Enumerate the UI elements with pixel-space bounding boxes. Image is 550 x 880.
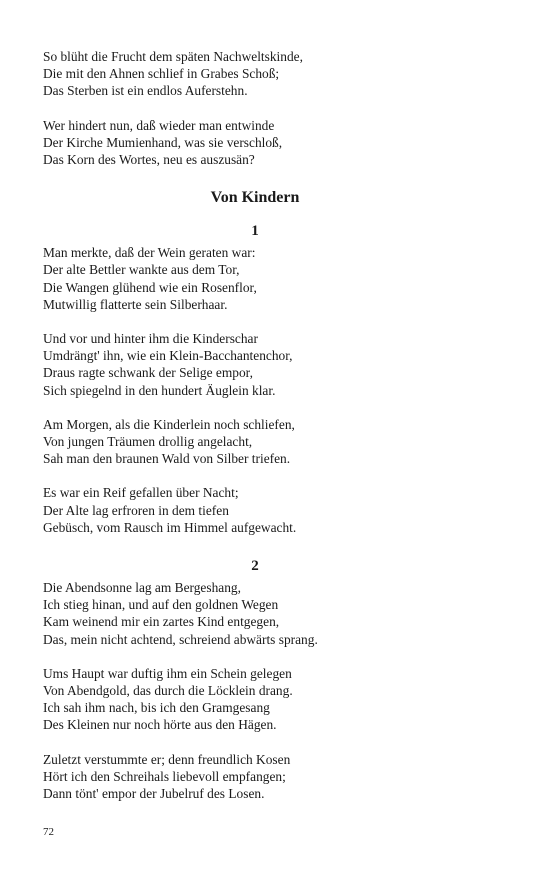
section1-stanza-4 bbox=[43, 484, 473, 536]
verse-line: Wer hindert nun, daß wieder man entwinde bbox=[43, 117, 275, 133]
page-number: 72 bbox=[43, 826, 54, 838]
verse-line: Ich stieg hinan, und auf den goldnen Wegen bbox=[43, 597, 279, 613]
verse-line: Das Sterben ist ein endlos Auferstehn. bbox=[43, 83, 248, 99]
verse-line: Das Korn des Wortes, neu es auszusän? bbox=[43, 152, 255, 168]
verse-line: Der alte Bettler wankte aus dem Tor, bbox=[43, 262, 240, 278]
verse-line: Umdrängt' ihn, wie ein Klein-Bacchantenchor, bbox=[43, 348, 293, 364]
verse-line: Sah man den braunen Wald von Silber triefen. bbox=[43, 451, 291, 467]
verse-line: Von Abendgold, das durch die Löcklein drang. bbox=[43, 683, 293, 699]
intro-stanza-1 bbox=[43, 48, 473, 100]
section1-stanza-1 bbox=[43, 244, 473, 313]
verse-line: Das, mein nicht achtend, schreiend abwärts sprang. bbox=[43, 631, 318, 647]
verse-line: Die Abendsonne lag am Bergeshang, bbox=[43, 580, 241, 596]
section1-stanza-2 bbox=[43, 330, 473, 399]
verse-line: Kam weinend mir ein zartes Kind entgegen, bbox=[43, 614, 280, 630]
verse-line: So blüht die Frucht dem späten Nachweltskinde, bbox=[43, 49, 303, 64]
verse-line: Am Morgen, als die Kinderlein noch schliefen, bbox=[43, 416, 295, 432]
verse-line: Man merkte, daß der Wein geraten war: bbox=[43, 245, 256, 261]
book-page bbox=[43, 48, 473, 802]
verse-line: Es war ein Reif gefallen über Nacht; bbox=[43, 485, 239, 501]
section-number-2: 2 bbox=[251, 558, 259, 575]
verse-line: Die Wangen glühend wie ein Rosenflor, bbox=[43, 279, 257, 295]
section1-stanza-3 bbox=[43, 416, 473, 468]
verse-line: Draus ragte schwank der Selige empor, bbox=[43, 365, 253, 381]
verse-line: Sich spiegelnd in den hundert Äuglein klar. bbox=[43, 382, 276, 398]
verse-line: Dann tönt' empor der Jubelruf des Losen. bbox=[43, 786, 265, 802]
verse-line: Mutwillig flatterte sein Silberhaar. bbox=[43, 296, 228, 312]
section-number-1: 1 bbox=[251, 223, 259, 240]
section2-stanza-3 bbox=[43, 751, 473, 803]
verse-line: Gebüsch, vom Rausch im Himmel aufgewacht. bbox=[43, 519, 297, 535]
verse-line: Von jungen Träumen drollig angelacht, bbox=[43, 434, 253, 450]
intro-stanza-2 bbox=[43, 117, 473, 169]
verse-line: Und vor und hinter ihm die Kinderschar bbox=[43, 331, 258, 347]
verse-line: Die mit den Ahnen schlief in Grabes Schoß; bbox=[43, 66, 280, 82]
section2-stanza-2 bbox=[43, 665, 473, 734]
poem-title: Von Kindern bbox=[210, 189, 300, 207]
verse-line: Ums Haupt war duftig ihm ein Schein gelegen bbox=[43, 665, 292, 681]
verse-line: Ich sah ihm nach, bis ich den Gramgesang bbox=[43, 700, 270, 716]
verse-line: Hört ich den Schreihals liebevoll empfangen; bbox=[43, 768, 286, 784]
verse-line: Zuletzt verstummte er; denn freundlich Kosen bbox=[43, 751, 291, 767]
section2-stanza-1 bbox=[43, 579, 473, 648]
verse-line: Der Alte lag erfroren in dem tiefen bbox=[43, 502, 229, 518]
verse-line: Der Kirche Mumienhand, was sie verschloß, bbox=[43, 134, 283, 150]
verse-line: Des Kleinen nur noch hörte aus den Hägen. bbox=[43, 717, 277, 733]
